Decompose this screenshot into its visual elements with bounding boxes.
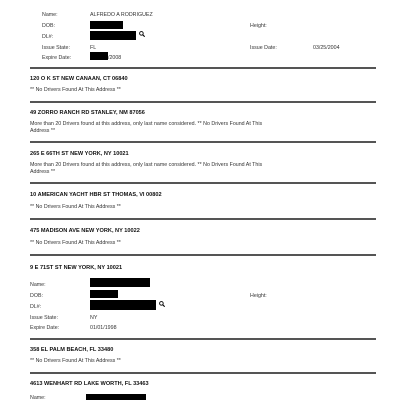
record1-issue-state-label: Issue State: — [42, 45, 70, 51]
magnifier-icon[interactable] — [139, 31, 145, 37]
redaction-bar — [86, 394, 146, 400]
record3-name-label: Name: — [30, 395, 46, 401]
address-heading: 9 E 71ST ST NEW YORK, NY 10021 — [30, 265, 123, 271]
address-heading: 265 E 66TH ST NEW YORK, NY 10021 — [30, 151, 129, 157]
record2-issue-state-value: NY — [90, 315, 98, 321]
redaction-bar — [90, 300, 156, 310]
address-note: ** No Drivers Found At This Address ** — [30, 204, 121, 210]
record2-height-label: Height: — [250, 293, 267, 299]
section-divider — [30, 218, 376, 220]
address-note: ** No Drivers Found At This Address ** — [30, 87, 121, 93]
record2-expire-date-value: 01/01/1998 — [90, 325, 117, 331]
record1-expire-date-suffix: /2008 — [108, 55, 122, 61]
address-note: ** No Drivers Found At This Address ** — [30, 240, 121, 246]
section-divider — [30, 67, 376, 69]
record2-dob-label: DOB: — [30, 293, 43, 299]
redaction-bar — [90, 21, 123, 29]
address-heading: 120 O K ST NEW CANAAN, CT 06840 — [30, 76, 128, 82]
magnifier-icon[interactable] — [159, 301, 165, 307]
record1-expire-date-label: Expire Date: — [42, 55, 72, 61]
record2-issue-state-label: Issue State: — [30, 315, 58, 321]
record2-expire-date-label: Expire Date: — [30, 325, 60, 331]
section-divider — [30, 141, 376, 143]
record2-name-label: Name: — [30, 282, 46, 288]
record1-issue-date-value: 03/25/2004 — [313, 45, 340, 51]
address-heading: 10 AMERICAN YACHT HBR ST THOMAS, VI 00802 — [30, 192, 162, 198]
section-divider — [30, 338, 376, 340]
redaction-bar — [90, 52, 108, 60]
address-note: Address ** — [30, 128, 56, 134]
record1-name-label: Name: — [42, 12, 58, 18]
record1-dl-label: DL#: — [42, 34, 54, 40]
record1-name-value: ALFREDO A RODRIGUEZ — [90, 12, 153, 18]
redaction-bar — [90, 290, 118, 298]
section-divider — [30, 254, 376, 256]
record1-issue-state-value: FL — [90, 45, 97, 51]
address-note: Address ** — [30, 169, 56, 175]
section-divider — [30, 101, 376, 103]
address-note: ** No Drivers Found At This Address ** — [30, 358, 121, 364]
address-heading: 358 EL PALM BEACH, FL 33480 — [30, 347, 114, 353]
record2-dl-label: DL#: — [30, 304, 42, 310]
redaction-bar — [90, 31, 136, 40]
record1-dob-label: DOB: — [42, 23, 55, 29]
address-heading: 4613 WENHART RD LAKE WORTH, FL 33463 — [30, 381, 149, 387]
address-note: More than 20 Drivers found at this address, only last name considered. ** No Drivers Found At This — [30, 121, 263, 127]
address-heading: 475 MADISON AVE NEW YORK, NY 10022 — [30, 228, 140, 234]
address-heading: 49 ZORRO RANCH RD STANLEY, NM 87056 — [30, 110, 145, 116]
record1-height-label: Height: — [250, 23, 267, 29]
address-note: More than 20 Drivers found at this address, only last name considered. ** No Drivers Found At This — [30, 162, 263, 168]
record1-issue-date-label: Issue Date: — [250, 45, 277, 51]
section-divider — [30, 372, 376, 374]
section-divider — [30, 182, 376, 184]
redaction-bar — [90, 278, 150, 287]
